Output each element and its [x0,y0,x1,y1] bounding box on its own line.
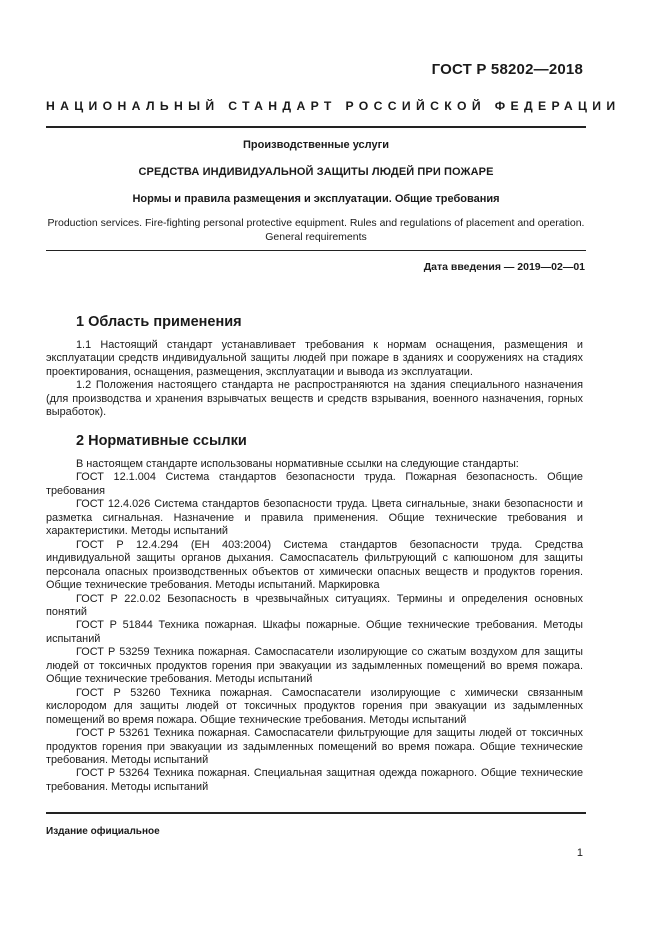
english-title-line2: General requirements [265,230,367,243]
section-1-heading: 1 Область применения [76,314,242,330]
official-edition-label: Издание официальное [46,826,160,837]
document-subtitle: Нормы и правила размещения и эксплуатации. Общие требования [132,193,500,205]
reference-item: ГОСТ 12.4.026 Система стандартов безопасности труда. Цвета сигнальные, знаки безопасности и разметка сигнальная. Назначение и правила применения. Общие технические требования и характеристики. Методы испытаний [46,498,583,538]
title-divider [46,250,586,251]
page-number: 1 [576,847,583,859]
reference-item: ГОСТ Р 53264 Техника пожарная. Специальная защитная одежда пожарного. Общие технические требования. Методы испытаний [46,767,583,793]
reference-item: ГОСТ 12.1.004 Система стандартов безопасности труда. Пожарная безопасность. Общие требования [46,471,583,497]
reference-item: ГОСТ Р 53260 Техника пожарная. Самоспасатели изолирующие с химически связанным кислородом для защиты людей от токсичных продуктов горения при эвакуации из задымленных помещений во время пожара. Общие технические требования. Методы испытаний [46,686,583,726]
paragraph: В настоящем стандарте использованы нормативные ссылки на следующие стандарты: [76,458,519,470]
reference-item: ГОСТ Р 51844 Техника пожарная. Шкафы пожарные. Общие технические требования. Методы испытаний [46,619,583,645]
reference-item: ГОСТ Р 53261 Техника пожарная. Самоспасатели фильтрующие для защиты людей от токсичных продуктов горения при эвакуации из задымленных помещений во время пожара. Общие технические требования. Методы испытаний [46,727,583,766]
introduction-date: Дата введения — 2019—02—01 [423,261,585,273]
section-1-body [46,339,583,420]
document-category: Производственные услуги [243,139,389,151]
english-title [46,217,586,244]
document-title: СРЕДСТВА ИНДИВИДУАЛЬНОЙ ЗАЩИТЫ ЛЮДЕЙ ПРИ ПОЖАРЕ [138,166,494,178]
english-title-line1: Production services. Fire-fighting personal protective equipment. Rules and regulations of placement and operation. [47,217,585,229]
section-2-heading: 2 Нормативные ссылки [76,433,247,449]
header-divider [46,126,586,128]
paragraph: 1.1 Настоящий стандарт устанавливает требования к нормам оснащения, размещения и эксплуатации средств индивидуальной защиты людей при пожаре в зданиях и сооружениях на стадиях проектирования, оснащения, размещения, эксплуатации и вывода из эксплуатации. [46,339,583,378]
reference-item: ГОСТ Р 12.4.294 (ЕН 403:2004) Система стандартов безопасности труда. Средства индивидуальной защиты органов дыхания. Самоспасатель фильтрующий с капюшоном для защиты персонала опасных производственных объектов от химически опасных веществ и продуктов горения. Общие технические требования. Методы испытаний. Маркировка [46,538,583,592]
reference-item: ГОСТ Р 53259 Техника пожарная. Самоспасатели изолирующие со сжатым воздухом для защиты людей от токсичных продуктов горения при эвакуации из задымленных помещений во время пожара. Общие технические требования. Методы испытаний [46,646,583,686]
paragraph: 1.2 Положения настоящего стандарта не распространяются на здания специального назначения (для производства и хранения взрывчатых веществ и средств взрывания, военного назначения, горных выработок). [46,379,583,419]
footer-divider [46,812,586,814]
section-2-body [46,458,583,794]
national-standard-heading: НАЦИОНАЛЬНЫЙ СТАНДАРТ РОССИЙСКОЙ ФЕДЕРАЦИИ [46,99,621,113]
document-code: ГОСТ Р 58202—2018 [431,61,583,78]
reference-item: ГОСТ Р 22.0.02 Безопасность в чрезвычайных ситуациях. Термины и определения основных понятий [46,592,583,618]
